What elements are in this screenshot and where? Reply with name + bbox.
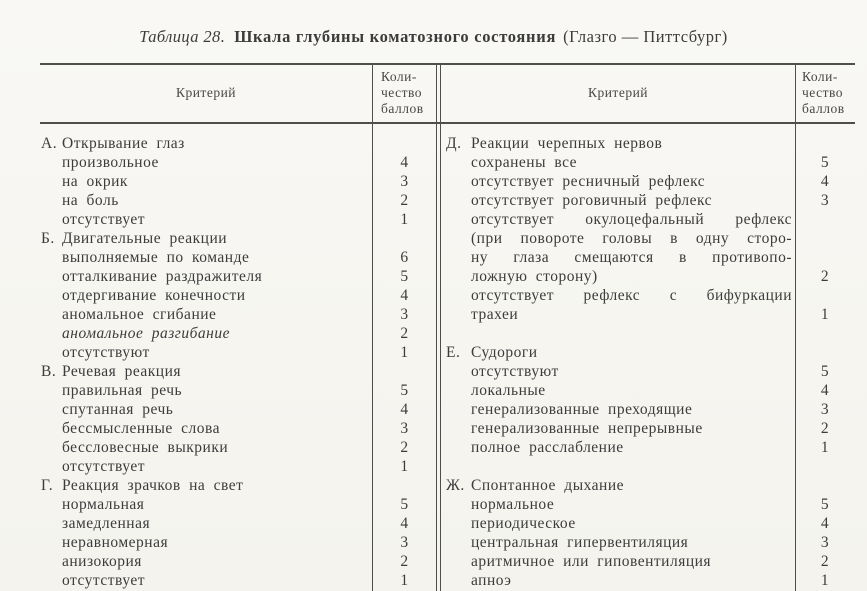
criterion-label: отсутствует	[62, 211, 146, 228]
criterion-label: отсутствуют	[471, 363, 559, 380]
points-value	[795, 476, 855, 495]
section-gap	[441, 457, 855, 476]
section-header	[40, 476, 372, 495]
points-value: 5	[400, 496, 409, 513]
points-value: 2	[400, 439, 409, 456]
section-letter: В.	[41, 363, 57, 380]
section-header	[441, 343, 795, 362]
points-value: 3	[400, 534, 409, 551]
table-row	[441, 210, 855, 229]
column-header-points-right	[802, 69, 854, 117]
points-value: 3	[400, 306, 409, 323]
points-value: 5	[820, 363, 830, 380]
criterion-label: отсутствует рефлекс с бифуркации	[471, 287, 792, 304]
table-row	[441, 533, 855, 552]
criterion-label: на окрик	[62, 173, 128, 190]
points-value: 5	[820, 154, 830, 171]
table-row	[40, 533, 437, 552]
criterion-label: нормальная	[62, 496, 145, 513]
section-title: Реакция зрачков на свет	[62, 477, 244, 494]
points-value: 2	[820, 420, 830, 437]
points-value	[795, 210, 855, 229]
points-value: 2	[820, 268, 830, 285]
points-value: 4	[400, 154, 409, 171]
table-row	[441, 552, 855, 571]
criterion-label: неравномерная	[62, 534, 169, 551]
section-letter: Б.	[41, 230, 55, 247]
points-value: 1	[820, 439, 830, 456]
section-header	[40, 229, 372, 248]
points-value	[795, 229, 855, 248]
criterion-label: отсутствует ресничный рефлекс	[471, 173, 706, 190]
table-row	[40, 552, 437, 571]
points-header-line: баллов	[381, 101, 424, 116]
points-value: 1	[400, 344, 409, 361]
points-value: 1	[820, 572, 830, 589]
table-row	[40, 305, 437, 324]
section-gap	[441, 324, 855, 343]
table-subtitle: (Глазго — Питтсбург)	[563, 27, 728, 46]
points-value	[795, 248, 855, 267]
points-value: 2	[400, 553, 409, 570]
criterion-label: ложную сторону)	[471, 268, 598, 285]
criterion-label: (при повороте головы в одну сторо-	[471, 230, 792, 247]
section-header	[40, 134, 372, 153]
table-row	[441, 172, 855, 191]
criterion-label: аномальное разгибание	[62, 325, 230, 342]
table-row	[40, 400, 437, 419]
table-row	[441, 229, 855, 248]
points-value: 3	[820, 401, 830, 418]
points-value: 1	[400, 458, 409, 475]
table-number: Таблица 28.	[139, 27, 226, 46]
points-value: 4	[400, 401, 409, 418]
criterion-label: трахеи	[471, 306, 519, 323]
table-body-right	[441, 134, 855, 590]
table-row	[40, 438, 437, 457]
criterion-label: спутанная речь	[62, 401, 174, 418]
criterion-label: отсутствует	[62, 572, 146, 589]
table-row	[441, 286, 855, 305]
points-value: 3	[400, 420, 409, 437]
table-row	[441, 248, 855, 267]
header-bottom-rule	[40, 122, 855, 124]
criterion-label: замедленная	[62, 515, 151, 532]
criterion-label: выполняемые по команде	[62, 249, 250, 266]
section-header	[40, 362, 372, 381]
table-row	[441, 191, 855, 210]
criterion-label: отталкивание раздражителя	[62, 268, 263, 285]
criterion-label: отдергивание конечности	[62, 287, 246, 304]
criterion-label: бессмысленные слова	[62, 420, 221, 437]
criterion-label: апноэ	[471, 572, 512, 589]
table-row	[40, 324, 437, 343]
table-row	[40, 514, 437, 533]
points-value: 1	[400, 572, 409, 589]
table-row	[40, 172, 437, 191]
criterion-label: отсутствует	[62, 458, 146, 475]
page-title	[0, 27, 867, 47]
table-row	[441, 381, 855, 400]
section-header	[441, 134, 795, 153]
criterion-label: нормальное	[471, 496, 555, 513]
points-value	[372, 476, 437, 495]
section-title: Судороги	[471, 344, 538, 361]
table-row	[441, 134, 855, 153]
table-row	[441, 343, 855, 362]
table-row	[40, 419, 437, 438]
criterion-label: аномальное сгибание	[62, 306, 217, 323]
points-value: 2	[400, 192, 409, 209]
table-row	[40, 362, 437, 381]
points-value: 4	[820, 382, 830, 399]
table-row	[40, 248, 437, 267]
points-value: 5	[400, 382, 409, 399]
section-letter: А.	[41, 135, 58, 152]
criterion-label: полное расслабление	[471, 439, 624, 456]
section-letter: Г.	[41, 477, 54, 494]
table-row	[40, 153, 437, 172]
section-title: Двигательные реакции	[62, 230, 228, 247]
table-row	[40, 229, 437, 248]
section-letter: Е.	[446, 344, 461, 361]
criterion-label: бессловесные выкрики	[62, 439, 229, 456]
table-row	[40, 134, 437, 153]
criterion-label: аритмичное или гиповентиляция	[471, 553, 712, 570]
points-header-line: Коли-	[802, 69, 838, 84]
table-row	[441, 419, 855, 438]
criterion-label: отсутствует роговичный рефлекс	[471, 192, 713, 209]
table-row	[441, 362, 855, 381]
column-header-criterion-right: Критерий	[587, 84, 649, 100]
table-row	[40, 571, 437, 590]
points-value: 3	[820, 192, 830, 209]
section-title: Спонтанное дыхание	[471, 477, 624, 494]
points-header-line: Коли-	[381, 69, 417, 84]
coma-scale-table	[40, 63, 855, 591]
points-value: 3	[400, 173, 409, 190]
criterion-label: периодическое	[471, 515, 576, 532]
points-value	[372, 229, 437, 248]
points-value	[372, 362, 437, 381]
table-row	[441, 267, 855, 286]
table-row	[40, 495, 437, 514]
points-value: 2	[400, 325, 409, 342]
section-title: Реакции черепных нервов	[471, 135, 663, 152]
criterion-label: отсутствует окулоцефальный рефлекс	[471, 211, 792, 228]
points-value: 5	[400, 268, 409, 285]
table-row	[441, 514, 855, 533]
table-row	[441, 495, 855, 514]
table-title: Шкала глубины коматозного состояния	[234, 27, 557, 46]
criterion-label: генерализованные преходящие	[471, 401, 693, 418]
points-value: 4	[820, 173, 830, 190]
table-row	[40, 476, 437, 495]
points-header-line: чество	[802, 85, 844, 100]
table-row	[441, 476, 855, 495]
column-header-criterion-left: Критерий	[175, 84, 237, 100]
points-value: 4	[820, 515, 830, 532]
table-body-left	[40, 134, 437, 590]
table-row	[441, 153, 855, 172]
table-row	[40, 286, 437, 305]
table-row	[441, 305, 855, 324]
points-value	[795, 343, 855, 362]
points-value: 6	[400, 249, 409, 266]
points-value	[795, 286, 855, 305]
points-header-line: баллов	[802, 101, 845, 116]
criterion-label: отсутствуют	[62, 344, 150, 361]
points-value	[372, 134, 437, 153]
table-row	[40, 343, 437, 362]
criterion-label: ну глаза смещаются в противопо-	[471, 249, 792, 266]
table-row	[40, 210, 437, 229]
points-header-line: чество	[381, 85, 423, 100]
criterion-label: центральная гипервентиляция	[471, 534, 689, 551]
section-title: Открывание глаз	[62, 135, 185, 152]
points-value: 3	[820, 534, 830, 551]
table-row	[441, 438, 855, 457]
criterion-label: локальные	[471, 382, 546, 399]
section-letter: Д.	[446, 135, 462, 152]
points-value: 4	[400, 515, 409, 532]
criterion-label: произвольное	[62, 154, 159, 171]
points-value: 5	[820, 496, 830, 513]
points-value: 1	[400, 211, 409, 228]
section-header	[441, 476, 795, 495]
criterion-label: правильная речь	[62, 382, 183, 399]
section-letter: Ж.	[446, 477, 465, 494]
criterion-label: на боль	[62, 192, 119, 209]
table-row	[40, 381, 437, 400]
criterion-label: анизокория	[62, 553, 142, 570]
column-header-points-left	[381, 69, 436, 117]
criterion-label: генерализованные непрерывные	[471, 420, 703, 437]
points-value	[795, 134, 855, 153]
table-row	[441, 400, 855, 419]
criterion-label: сохранены все	[471, 154, 578, 171]
points-value: 1	[820, 306, 830, 323]
table-row	[40, 191, 437, 210]
points-value: 2	[820, 553, 830, 570]
points-value: 4	[400, 287, 409, 304]
table-row	[40, 457, 437, 476]
section-title: Речевая реакция	[62, 363, 182, 380]
table-row	[40, 267, 437, 286]
table-row	[441, 571, 855, 590]
